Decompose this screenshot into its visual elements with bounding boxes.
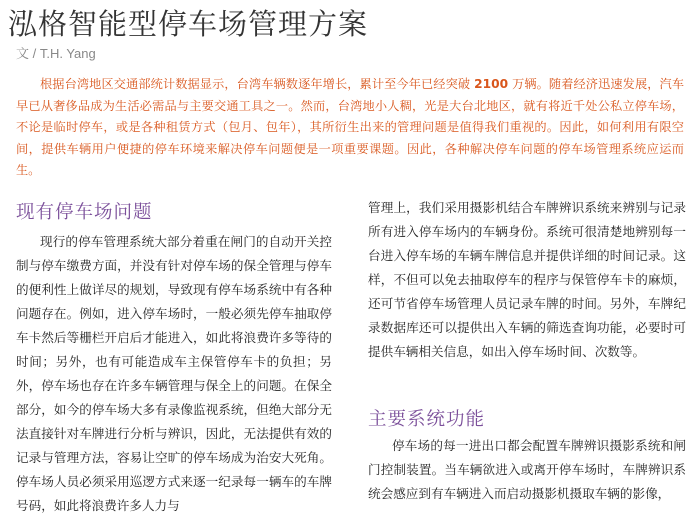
section1-body: 现行的停车管理系统大部分着重在闸门的自动开关控制与停车缴费方面，并没有针对停车场的保全管理与停车的便利性上做详尽的规划，导致现有停车场系统中有各种问题存在。例如，进入停车场时，一般必须先停车抽取停车卡然后等栅栏开启后才能进入，如此将浪费许多等待的时间；另外，也有可能造成车主保管停车卡的负担；另外，停车场也存在许多车辆管理与保全上的问题。在保全部分，如今的停车场大多有录像监视系统，但绝大部分无法直接针对车牌进行分析与辨识，因此，无法提供有效的记录与管理方法，容易让空旷的停车场成为治安大死角。停车场人员必须采用巡逻方式来逐一纪录每一辆车的车牌号码，如此将浪费许多人力与 xyxy=(16,234,332,513)
article-title: 泓格智能型停车场管理方案 xyxy=(8,7,369,41)
section-heading-main-functions: 主要系统功能 xyxy=(368,409,486,430)
intro-highlight-number: 2100 xyxy=(474,77,509,91)
intro-text-after: 万辆。随着经济迅速发展，汽车早已从奢侈品成为生活必需品与主要交通工具之一。然而，台湾地小人稠，光是大台北地区，就有将近千处公私立停车场，不论是临时停车，或是各种租赁方式（包月、包年），其所衍生出来的管理问题是值得我们重视的。因此，如何利用有限空间，提供车辆用户便捷的停车环境来解决停车问题便是一项重要课题。因此，各种解决停车问题的停车场管理系统应运而生。 xyxy=(16,77,685,177)
intro-text-before: 根据台湾地区交通部统计数据显示，台湾车辆数逐年增长，累计至今年已经突破 xyxy=(40,77,471,91)
section-heading-existing-problems: 现有停车场问题 xyxy=(16,202,153,223)
intro-paragraph xyxy=(16,74,684,182)
section2-body: 停车场的每一进出口都会配置车牌辨识摄影系统和闸门控制装置。当车辆欲进入或离开停车场时，车牌辨识系统会感应到有车辆进入而启动摄影机摄取车辆的影像， xyxy=(368,438,686,501)
section1-body-continued: 管理上，我们采用摄影机结合车牌辨识系统来辨别与记录所有进入停车场内的车辆身份。系统可很清楚地辨别每一台进入停车场的车辆车牌信息并提供详细的时间记录。这样，不但可以免去抽取停车的程序与保管停车卡的麻烦，还可节省停车场管理人员记录车牌的时间。另外，车牌纪录数据库还可以提供出入车辆的筛选查询功能，必要时可提供车辆相关信息，如出入停车场时间、次数等。 xyxy=(368,200,686,359)
article-byline: 文 / T.H. Yang xyxy=(16,46,96,61)
